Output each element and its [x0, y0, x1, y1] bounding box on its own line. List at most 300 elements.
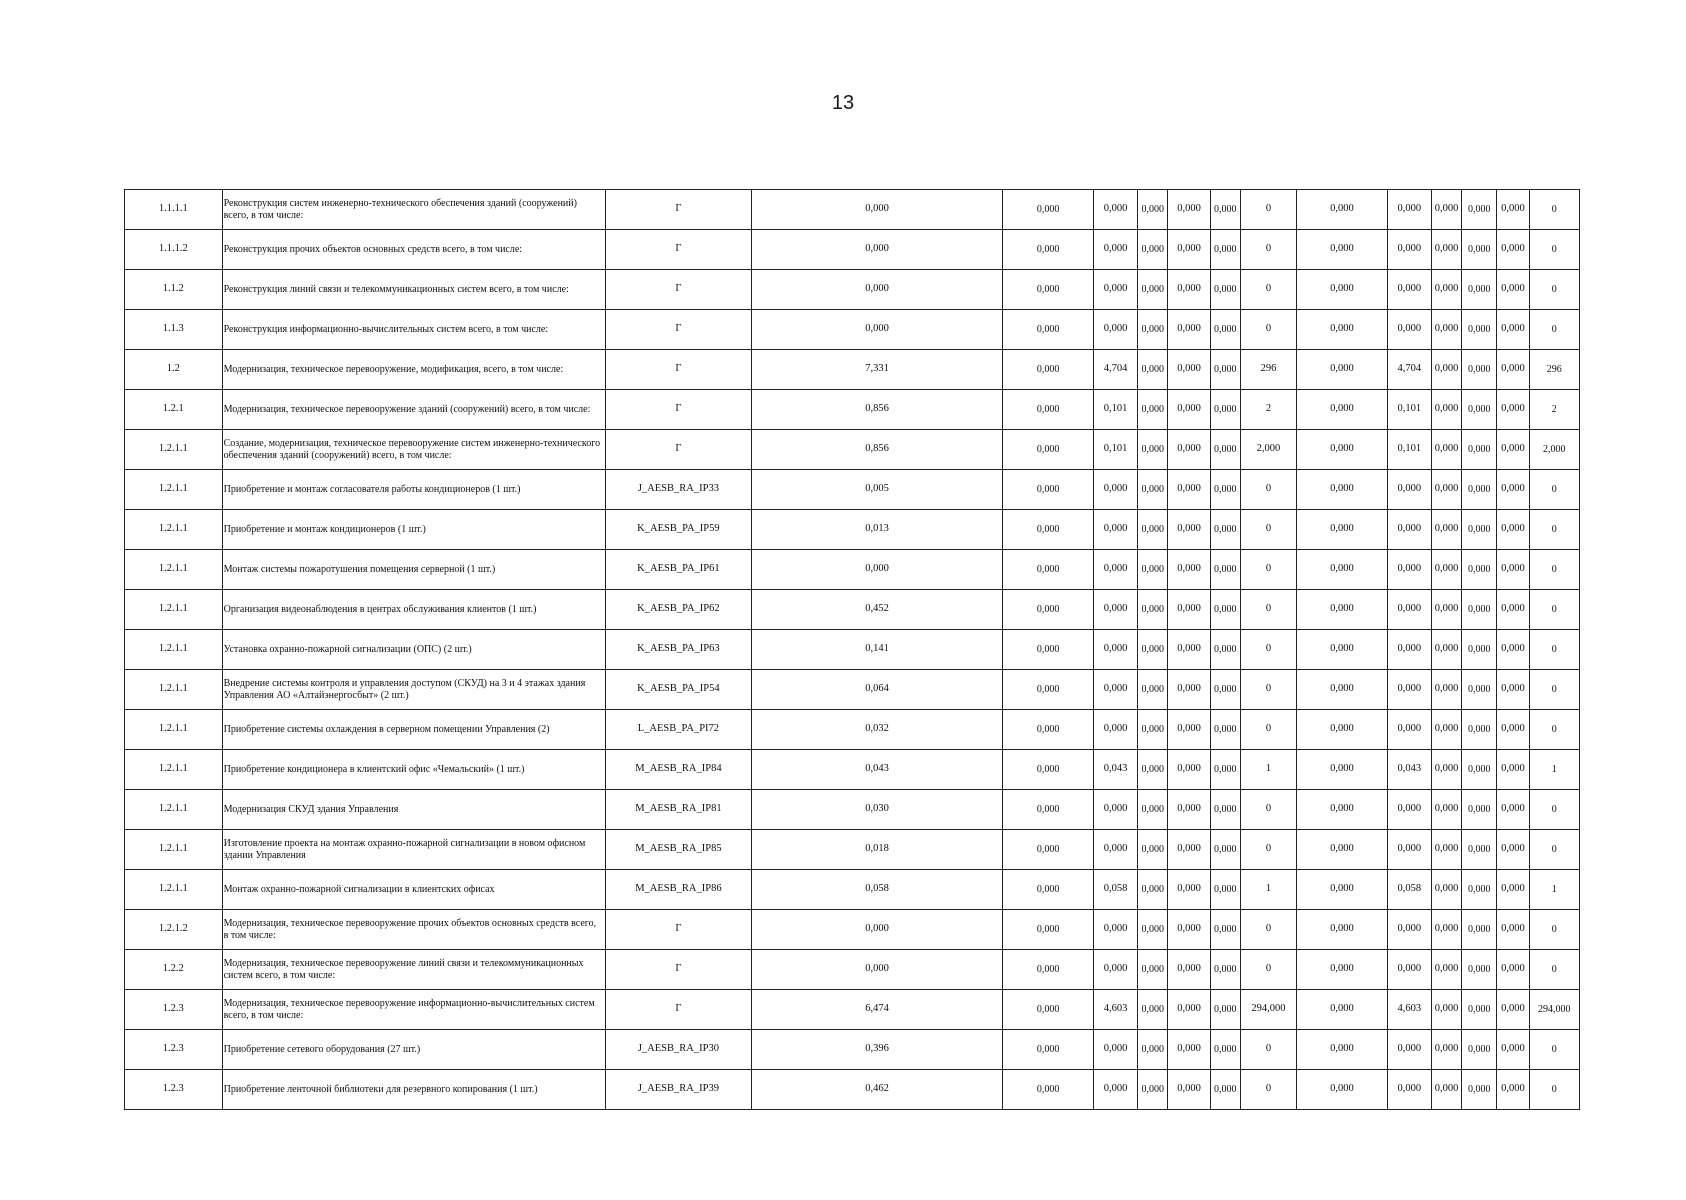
row-value-cell: 0,101 [1093, 390, 1137, 430]
row-value-cell: 0,000 [1462, 390, 1497, 430]
row-name-cell: Приобретение и монтаж кондиционеров (1 шт.) [222, 510, 605, 550]
row-value-cell: 0,000 [1003, 310, 1094, 350]
row-value-cell: 0,000 [1431, 710, 1461, 750]
row-value-cell: 0,000 [1138, 310, 1168, 350]
row-value-cell: 0,000 [1138, 430, 1168, 470]
row-value-cell: 0,000 [1138, 230, 1168, 270]
row-value-cell: 0,000 [1210, 630, 1240, 670]
row-value-cell: 0,000 [1210, 790, 1240, 830]
row-value-cell: 0,000 [1093, 550, 1137, 590]
row-value-cell: 0,058 [1387, 870, 1431, 910]
row-value-cell: 0,000 [1387, 470, 1431, 510]
row-value-cell: 0,000 [1210, 710, 1240, 750]
row-value-cell: 0,000 [1168, 630, 1210, 670]
row-code-cell: M_AESB_RA_IP84 [605, 750, 751, 790]
row-value-cell: 0,000 [1003, 1070, 1094, 1110]
row-value-cell: 0,000 [1387, 230, 1431, 270]
row-name-cell: Модернизация, техническое перевооружение линий связи и телекоммуникационных систем всего, в том числе: [222, 950, 605, 990]
row-number-cell: 1.2.1 [125, 390, 223, 430]
row-number-cell: 1.2.2 [125, 950, 223, 990]
row-value-cell: 0 [1529, 830, 1579, 870]
row-value-cell: 0,000 [1297, 270, 1388, 310]
row-value-cell: 0,000 [1431, 990, 1461, 1030]
row-value-cell: 0,000 [1210, 390, 1240, 430]
row-value-cell: 0,000 [1497, 1070, 1529, 1110]
row-value-cell: 0 [1240, 910, 1296, 950]
row-value-cell: 0,000 [1297, 430, 1388, 470]
row-value-cell: 0,000 [1431, 950, 1461, 990]
row-value-cell: 0,000 [1297, 1070, 1388, 1110]
row-value-cell: 0,000 [1210, 470, 1240, 510]
row-name-cell: Организация видеонаблюдения в центрах обслуживания клиентов (1 шт.) [222, 590, 605, 630]
row-value-cell: 0,000 [1297, 670, 1388, 710]
row-number-cell: 1.1.3 [125, 310, 223, 350]
row-value-cell: 0,000 [1138, 590, 1168, 630]
row-value-cell: 0,000 [1003, 590, 1094, 630]
row-value-cell: 0,000 [1138, 630, 1168, 670]
row-name-cell: Модернизация, техническое перевооружение, модификация, всего, в том числе: [222, 350, 605, 390]
row-value-cell: 0,000 [1497, 510, 1529, 550]
row-value-cell: 0,000 [1138, 470, 1168, 510]
row-value-cell: 0,000 [1462, 510, 1497, 550]
row-value-cell: 0,000 [1138, 550, 1168, 590]
row-value-cell: 0,000 [1003, 990, 1094, 1030]
row-value-cell: 0,000 [1168, 470, 1210, 510]
row-value-cell: 0,000 [1168, 710, 1210, 750]
row-value-cell: 0,000 [1210, 910, 1240, 950]
table-row [125, 1030, 1580, 1070]
page-number: 13 [831, 92, 855, 114]
row-value-cell: 0,000 [1431, 390, 1461, 430]
row-value-cell: 0,000 [1168, 550, 1210, 590]
row-value-cell: 0,000 [1297, 990, 1388, 1030]
row-number-cell: 1.2.1.1 [125, 470, 223, 510]
row-value-cell: 0,000 [1210, 1070, 1240, 1110]
row-value-cell: 0 [1240, 190, 1296, 230]
row-value-cell: 0 [1240, 590, 1296, 630]
row-value-cell: 0,000 [1210, 230, 1240, 270]
row-value-cell: 0,013 [751, 510, 1003, 550]
row-name-cell: Реконструкция прочих объектов основных средств всего, в том числе: [222, 230, 605, 270]
row-value-cell: 0,000 [1497, 470, 1529, 510]
row-code-cell: K_AESB_PA_IP63 [605, 630, 751, 670]
row-code-cell: K_AESB_PA_IP59 [605, 510, 751, 550]
row-value-cell: 294,000 [1240, 990, 1296, 1030]
row-value-cell: 0,000 [1462, 870, 1497, 910]
row-value-cell: 0,000 [1462, 1070, 1497, 1110]
row-value-cell: 0,000 [1497, 350, 1529, 390]
row-value-cell: 0,000 [1297, 390, 1388, 430]
row-value-cell: 0,000 [1168, 910, 1210, 950]
row-name-cell: Модернизация, техническое перевооружение прочих объектов основных средств всего, в том числе: [222, 910, 605, 950]
investment-table-container [124, 189, 1580, 1110]
table-row [125, 750, 1580, 790]
row-value-cell: 0,000 [751, 310, 1003, 350]
row-value-cell: 0,856 [751, 390, 1003, 430]
row-value-cell: 1 [1240, 750, 1296, 790]
row-value-cell: 0,000 [1168, 950, 1210, 990]
row-value-cell: 0,000 [1003, 710, 1094, 750]
row-value-cell: 0,000 [1138, 750, 1168, 790]
row-value-cell: 0,000 [1138, 830, 1168, 870]
row-value-cell: 0,000 [1431, 790, 1461, 830]
row-value-cell: 0,000 [1093, 790, 1137, 830]
row-value-cell: 0 [1240, 230, 1296, 270]
row-value-cell: 0,000 [1297, 870, 1388, 910]
table-row [125, 910, 1580, 950]
row-value-cell: 0,000 [1387, 1030, 1431, 1070]
row-value-cell: 0,000 [1003, 630, 1094, 670]
table-row [125, 350, 1580, 390]
row-number-cell: 1.2 [125, 350, 223, 390]
row-value-cell: 0,000 [1168, 830, 1210, 870]
row-value-cell: 0,000 [1093, 190, 1137, 230]
row-number-cell: 1.2.1.1 [125, 630, 223, 670]
row-value-cell: 0,000 [1138, 870, 1168, 910]
table-row [125, 1070, 1580, 1110]
row-value-cell: 0,000 [1497, 310, 1529, 350]
row-code-cell: J_AESB_RA_IP30 [605, 1030, 751, 1070]
row-code-cell: M_AESB_RA_IP86 [605, 870, 751, 910]
row-value-cell: 0,000 [1462, 750, 1497, 790]
row-value-cell: 0,000 [1210, 550, 1240, 590]
row-value-cell: 0,000 [1210, 990, 1240, 1030]
row-name-cell: Создание, модернизация, техническое перевооружение систем инженерно-технического обеспечения зданий (сооружений) всего, в том числе: [222, 430, 605, 470]
row-value-cell: 0,000 [1462, 990, 1497, 1030]
row-value-cell: 0,058 [1093, 870, 1137, 910]
row-value-cell: 0,000 [1003, 390, 1094, 430]
row-value-cell: 0 [1240, 550, 1296, 590]
row-value-cell: 0,000 [1462, 670, 1497, 710]
row-value-cell: 0,000 [1462, 470, 1497, 510]
row-value-cell: 0 [1240, 1070, 1296, 1110]
row-value-cell: 4,704 [1093, 350, 1137, 390]
row-value-cell: 0,000 [1168, 430, 1210, 470]
table-row [125, 270, 1580, 310]
row-value-cell: 0,000 [1093, 630, 1137, 670]
row-value-cell: 0,000 [1138, 1030, 1168, 1070]
row-name-cell: Реконструкция систем инженерно-технического обеспечения зданий (сооружений) всего, в том числе: [222, 190, 605, 230]
table-row [125, 870, 1580, 910]
row-value-cell: 0,000 [1003, 470, 1094, 510]
row-value-cell: 0,000 [1297, 190, 1388, 230]
row-number-cell: 1.2.1.1 [125, 430, 223, 470]
table-row [125, 790, 1580, 830]
row-value-cell: 0,462 [751, 1070, 1003, 1110]
row-value-cell: 4,603 [1387, 990, 1431, 1030]
row-value-cell: 0,000 [1168, 390, 1210, 430]
row-value-cell: 0,000 [1210, 430, 1240, 470]
row-value-cell: 0,000 [1297, 830, 1388, 870]
investment-table [124, 189, 1580, 1110]
row-value-cell: 0,000 [1093, 510, 1137, 550]
row-value-cell: 0,000 [1168, 670, 1210, 710]
row-value-cell: 0 [1529, 790, 1579, 830]
row-value-cell: 0 [1240, 470, 1296, 510]
row-value-cell: 0,000 [1138, 390, 1168, 430]
row-value-cell: 0,000 [1003, 230, 1094, 270]
table-row [125, 670, 1580, 710]
row-value-cell: 0,000 [1138, 270, 1168, 310]
row-value-cell: 0,000 [1210, 310, 1240, 350]
row-value-cell: 0,000 [1210, 510, 1240, 550]
row-number-cell: 1.2.1.1 [125, 790, 223, 830]
row-value-cell: 0,856 [751, 430, 1003, 470]
row-value-cell: 0,000 [1462, 230, 1497, 270]
row-value-cell: 0,000 [1168, 590, 1210, 630]
row-value-cell: 0,000 [1003, 750, 1094, 790]
row-value-cell: 0,000 [1138, 710, 1168, 750]
row-value-cell: 0,000 [1003, 870, 1094, 910]
row-value-cell: 0,000 [1297, 630, 1388, 670]
row-value-cell: 0,000 [1168, 790, 1210, 830]
table-row [125, 230, 1580, 270]
row-value-cell: 0 [1240, 790, 1296, 830]
table-row [125, 510, 1580, 550]
row-value-cell: 0,000 [1497, 230, 1529, 270]
row-value-cell: 0,000 [1431, 430, 1461, 470]
row-value-cell: 0,000 [1431, 270, 1461, 310]
row-value-cell: 0,000 [1003, 830, 1094, 870]
row-value-cell: 0 [1240, 1030, 1296, 1070]
row-value-cell: 0,000 [1168, 750, 1210, 790]
row-value-cell: 0,000 [1387, 550, 1431, 590]
row-value-cell: 0,000 [1297, 1030, 1388, 1070]
row-code-cell: Г [605, 430, 751, 470]
row-value-cell: 0 [1529, 270, 1579, 310]
row-value-cell: 0,000 [1297, 230, 1388, 270]
row-value-cell: 0,000 [1431, 870, 1461, 910]
row-number-cell: 1.1.2 [125, 270, 223, 310]
row-number-cell: 1.2.1.1 [125, 710, 223, 750]
row-value-cell: 0,000 [1093, 710, 1137, 750]
table-row [125, 950, 1580, 990]
row-name-cell: Реконструкция информационно-вычислительных систем всего, в том числе: [222, 310, 605, 350]
row-value-cell: 0,000 [1431, 310, 1461, 350]
row-value-cell: 0,000 [1462, 550, 1497, 590]
table-row [125, 590, 1580, 630]
row-value-cell: 0,101 [1387, 390, 1431, 430]
row-value-cell: 0,000 [1093, 270, 1137, 310]
table-row [125, 310, 1580, 350]
row-value-cell: 0,000 [1387, 910, 1431, 950]
row-value-cell: 0,000 [1297, 470, 1388, 510]
row-number-cell: 1.2.1.1 [125, 510, 223, 550]
row-value-cell: 0,000 [1387, 270, 1431, 310]
row-value-cell: 4,603 [1093, 990, 1137, 1030]
row-number-cell: 1.2.1.1 [125, 870, 223, 910]
row-value-cell: 0,000 [1431, 630, 1461, 670]
row-value-cell: 0,005 [751, 470, 1003, 510]
row-value-cell: 0,000 [1168, 870, 1210, 910]
row-value-cell: 0,000 [1387, 830, 1431, 870]
row-value-cell: 0,000 [1210, 950, 1240, 990]
row-value-cell: 2,000 [1529, 430, 1579, 470]
row-value-cell: 0,000 [1431, 510, 1461, 550]
row-value-cell: 0 [1529, 710, 1579, 750]
row-value-cell: 0,000 [1003, 350, 1094, 390]
row-value-cell: 0,000 [751, 270, 1003, 310]
table-row [125, 390, 1580, 430]
row-value-cell: 0,000 [1497, 910, 1529, 950]
row-number-cell: 1.2.1.1 [125, 830, 223, 870]
row-value-cell: 6,474 [751, 990, 1003, 1030]
row-value-cell: 0,000 [1093, 830, 1137, 870]
row-value-cell: 0,000 [1297, 950, 1388, 990]
row-value-cell: 0,000 [1210, 670, 1240, 710]
row-value-cell: 0,000 [1210, 830, 1240, 870]
row-code-cell: Г [605, 390, 751, 430]
row-value-cell: 0 [1529, 550, 1579, 590]
row-value-cell: 0,000 [1387, 710, 1431, 750]
row-code-cell: Г [605, 910, 751, 950]
row-value-cell: 7,331 [751, 350, 1003, 390]
row-value-cell: 0,000 [1168, 990, 1210, 1030]
row-value-cell: 0,000 [1387, 190, 1431, 230]
row-value-cell: 0,000 [1093, 1030, 1137, 1070]
row-code-cell: M_AESB_RA_IP81 [605, 790, 751, 830]
row-value-cell: 2 [1529, 390, 1579, 430]
row-value-cell: 4,704 [1387, 350, 1431, 390]
row-value-cell: 0,000 [1431, 350, 1461, 390]
row-code-cell: J_AESB_RA_IP33 [605, 470, 751, 510]
row-value-cell: 0,000 [1210, 350, 1240, 390]
row-value-cell: 0,000 [1003, 950, 1094, 990]
row-value-cell: 0,000 [1297, 750, 1388, 790]
row-name-cell: Изготовление проекта на монтаж охранно-пожарной сигнализации в новом офисном здании Управления [222, 830, 605, 870]
row-value-cell: 294,000 [1529, 990, 1579, 1030]
row-name-cell: Установка охранно-пожарной сигнализации (ОПС) (2 шт.) [222, 630, 605, 670]
row-value-cell: 0,000 [1431, 590, 1461, 630]
row-value-cell: 0,000 [1497, 390, 1529, 430]
row-value-cell: 0,064 [751, 670, 1003, 710]
row-value-cell: 0,000 [1387, 510, 1431, 550]
row-name-cell: Приобретение кондиционера в клиентский офис «Чемальский» (1 шт.) [222, 750, 605, 790]
row-value-cell: 0,000 [1431, 670, 1461, 710]
row-value-cell: 0,000 [1431, 910, 1461, 950]
row-value-cell: 0,000 [1387, 590, 1431, 630]
row-name-cell: Монтаж охранно-пожарной сигнализации в клиентских офисах [222, 870, 605, 910]
row-name-cell: Приобретение системы охлаждения в серверном помещении Управления (2) [222, 710, 605, 750]
row-value-cell: 0 [1529, 590, 1579, 630]
row-value-cell: 0,396 [751, 1030, 1003, 1070]
row-value-cell: 0,000 [1210, 750, 1240, 790]
row-code-cell: Г [605, 230, 751, 270]
row-value-cell: 0,000 [1168, 310, 1210, 350]
row-code-cell: Г [605, 190, 751, 230]
row-value-cell: 0,000 [1497, 830, 1529, 870]
table-row [125, 990, 1580, 1030]
row-value-cell: 0,043 [751, 750, 1003, 790]
row-value-cell: 0,000 [1003, 510, 1094, 550]
row-value-cell: 0,000 [1462, 310, 1497, 350]
row-value-cell: 0,000 [1431, 190, 1461, 230]
row-value-cell: 0 [1240, 670, 1296, 710]
row-value-cell: 0,000 [1497, 710, 1529, 750]
table-row [125, 630, 1580, 670]
row-value-cell: 0,000 [1387, 310, 1431, 350]
row-code-cell: Г [605, 270, 751, 310]
row-value-cell: 0,000 [1003, 790, 1094, 830]
row-value-cell: 2,000 [1240, 430, 1296, 470]
row-name-cell: Внедрение системы контроля и управления доступом (СКУД) на 3 и 4 этажах здания Управления АО «Алтайэнергосбыт» (2 шт.) [222, 670, 605, 710]
row-value-cell: 0,000 [1003, 190, 1094, 230]
row-value-cell: 0 [1240, 270, 1296, 310]
row-value-cell: 0,000 [1297, 310, 1388, 350]
row-value-cell: 0,000 [1387, 1070, 1431, 1110]
row-value-cell: 0,000 [751, 950, 1003, 990]
row-value-cell: 0,043 [1387, 750, 1431, 790]
row-name-cell: Модернизация СКУД здания Управления [222, 790, 605, 830]
row-value-cell: 0,000 [1462, 830, 1497, 870]
row-value-cell: 0,000 [1497, 950, 1529, 990]
table-row [125, 190, 1580, 230]
row-value-cell: 0,000 [1138, 670, 1168, 710]
row-value-cell: 0,000 [1497, 430, 1529, 470]
row-value-cell: 0,000 [1431, 830, 1461, 870]
row-value-cell: 0 [1240, 710, 1296, 750]
row-value-cell: 0,000 [1168, 1030, 1210, 1070]
row-value-cell: 0 [1529, 510, 1579, 550]
row-value-cell: 0,000 [1168, 270, 1210, 310]
row-value-cell: 0,000 [1297, 350, 1388, 390]
row-name-cell: Модернизация, техническое перевооружение информационно-вычислительных систем всего, в том числе: [222, 990, 605, 1030]
table-row [125, 710, 1580, 750]
row-value-cell: 0,000 [1431, 1030, 1461, 1070]
row-number-cell: 1.2.1.1 [125, 670, 223, 710]
table-row [125, 830, 1580, 870]
row-value-cell: 0,000 [1093, 590, 1137, 630]
row-value-cell: 0,000 [1462, 790, 1497, 830]
row-value-cell: 296 [1240, 350, 1296, 390]
row-value-cell: 0,000 [1497, 1030, 1529, 1070]
table-body [125, 190, 1580, 1110]
row-code-cell: K_AESB_PA_IP54 [605, 670, 751, 710]
row-value-cell: 0 [1529, 950, 1579, 990]
row-code-cell: L_AESB_PA_PI72 [605, 710, 751, 750]
row-value-cell: 0,000 [1003, 430, 1094, 470]
row-name-cell: Монтаж системы пожаротушения помещения серверной (1 шт.) [222, 550, 605, 590]
row-value-cell: 0 [1240, 950, 1296, 990]
table-row [125, 550, 1580, 590]
row-value-cell: 0,000 [1497, 270, 1529, 310]
row-value-cell: 0,000 [1497, 670, 1529, 710]
row-value-cell: 0,452 [751, 590, 1003, 630]
row-value-cell: 0,000 [1431, 230, 1461, 270]
row-value-cell: 0,000 [1297, 590, 1388, 630]
row-value-cell: 2 [1240, 390, 1296, 430]
row-value-cell: 0 [1529, 910, 1579, 950]
row-value-cell: 0,000 [1003, 1030, 1094, 1070]
row-value-cell: 0,000 [1387, 790, 1431, 830]
row-value-cell: 296 [1529, 350, 1579, 390]
row-value-cell: 0,000 [1497, 190, 1529, 230]
row-value-cell: 0,043 [1093, 750, 1137, 790]
row-value-cell: 0,000 [1297, 710, 1388, 750]
row-value-cell: 0,000 [751, 910, 1003, 950]
row-value-cell: 0 [1529, 190, 1579, 230]
row-value-cell: 0,000 [1462, 910, 1497, 950]
row-value-cell: 0,000 [1497, 870, 1529, 910]
row-code-cell: Г [605, 350, 751, 390]
row-value-cell: 0,000 [1138, 990, 1168, 1030]
row-value-cell: 0,000 [1462, 710, 1497, 750]
row-number-cell: 1.1.1.2 [125, 230, 223, 270]
row-name-cell: Приобретение ленточной библиотеки для резервного копирования (1 шт.) [222, 1070, 605, 1110]
row-value-cell: 0,000 [1497, 590, 1529, 630]
row-value-cell: 0,000 [1210, 1030, 1240, 1070]
row-number-cell: 1.2.1.1 [125, 590, 223, 630]
